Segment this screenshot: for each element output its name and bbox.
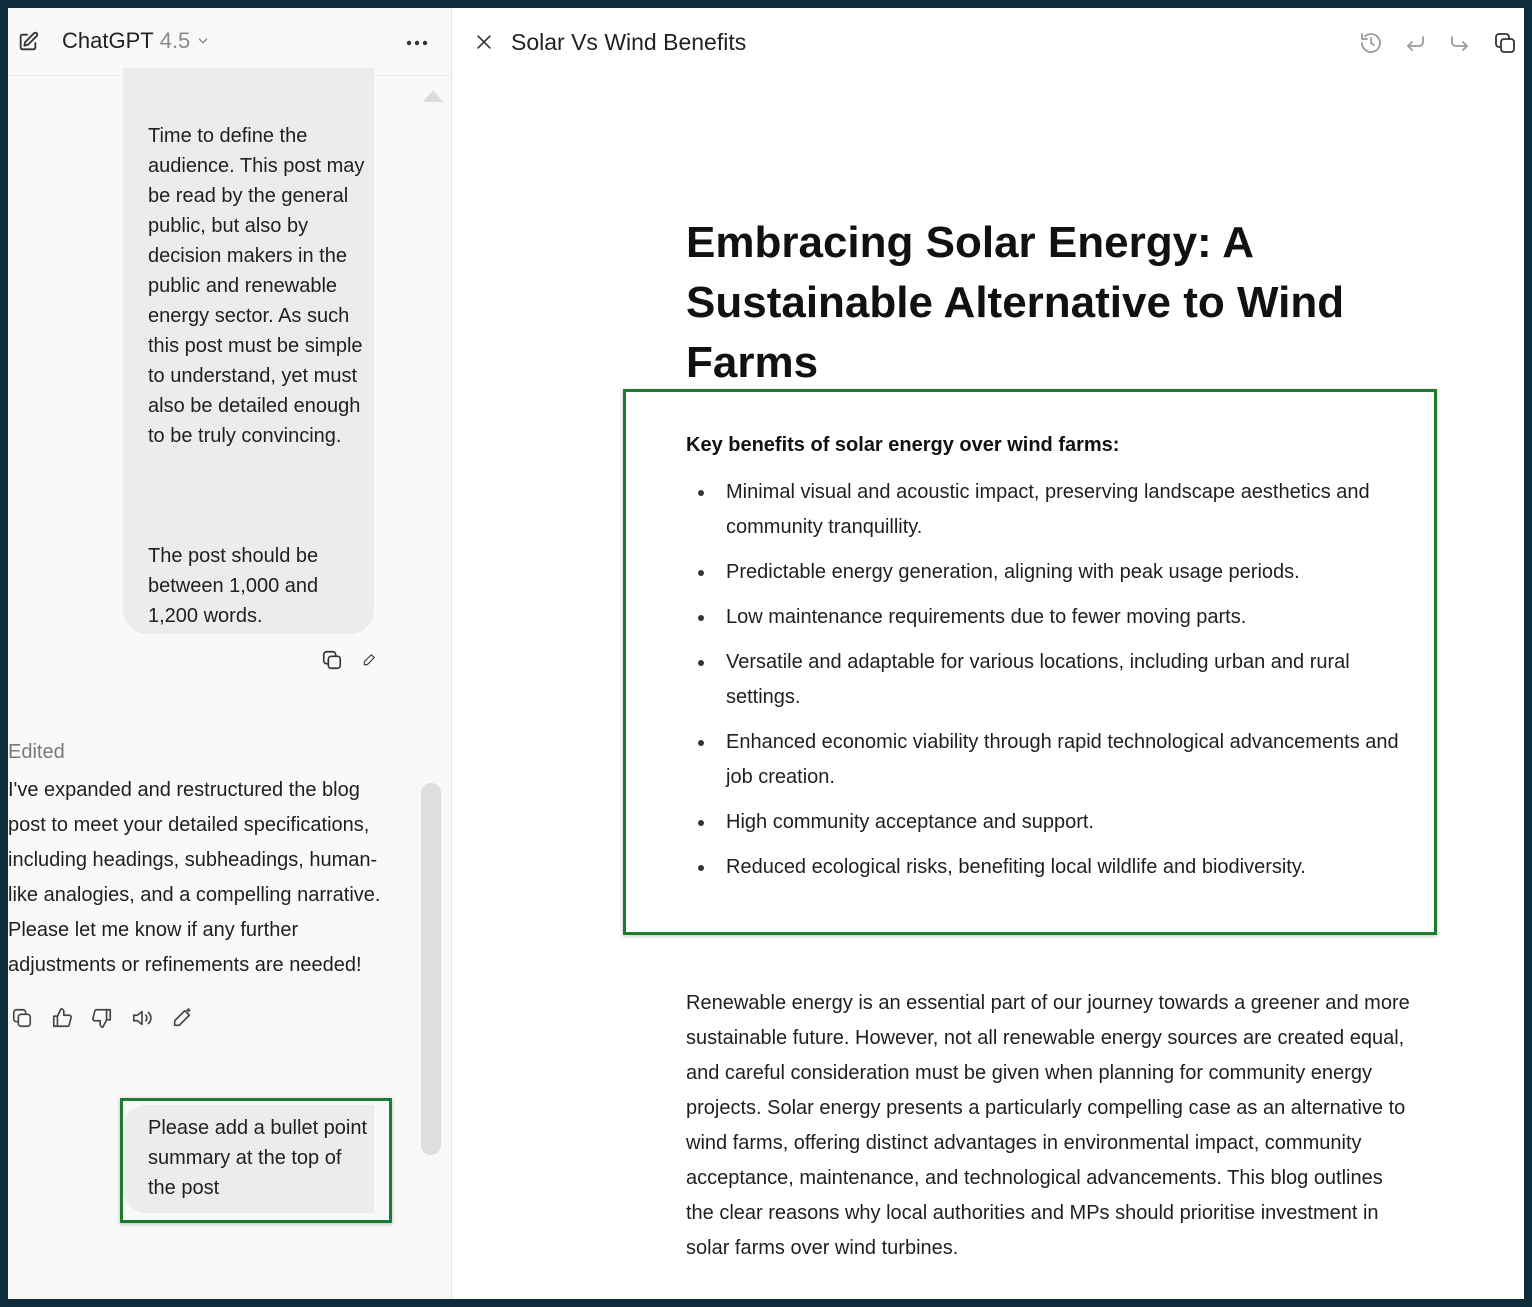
undo-icon[interactable] [1402,30,1428,56]
history-icon[interactable] [1358,30,1384,56]
edited-label: Edited [8,741,65,763]
summary-heading: Key benefits of solar energy over wind farms: [686,434,1120,456]
summary-bullet: Predictable energy generation, aligning with peak usage periods. [686,555,1406,590]
document-title: Embracing Solar Energy: A Sustainable Alternative to Wind Farms [686,218,1345,387]
user-message-text: Please add a bullet point summary at the top of the post [148,1117,368,1199]
chat-scrollbar-thumb[interactable] [421,783,441,1155]
summary-bullet: Low maintenance requirements due to fewer moving parts. [686,600,1406,635]
highlight-box [623,389,1437,935]
summary-bullet: High community acceptance and support. [686,805,1406,840]
highlight-box [120,1098,392,1223]
summary-bullet: Reduced ecological risks, benefiting local wildlife and biodiversity. [686,850,1406,885]
canvas-title: Solar Vs Wind Benefits [511,29,747,55]
summary-bullet: Enhanced economic viability through rapid technological advancements and job creation. [686,725,1406,795]
user-message-bubble [123,68,374,634]
copy-icon[interactable] [1492,30,1518,56]
edit-message-icon[interactable] [362,648,376,672]
model-version-label: 4.5 [159,28,191,53]
app-window [8,8,1524,1299]
model-selector[interactable] [62,28,210,54]
user-message-paragraph: The post should be between 1,000 and 1,200 words. [148,545,319,627]
chat-panel [8,8,452,1299]
more-icon[interactable] [404,38,430,48]
model-name-label: ChatGPT [62,28,154,53]
canvas-panel [452,8,1524,1299]
edit-in-canvas-icon[interactable] [170,1006,194,1030]
read-aloud-icon[interactable] [130,1006,154,1030]
summary-bullet: Versatile and adaptable for various locations, including urban and rural settings. [686,645,1406,715]
chevron-down-icon [196,34,210,48]
thumbs-down-icon[interactable] [90,1006,114,1030]
redo-icon[interactable] [1447,30,1473,56]
message-actions [8,1006,208,1032]
scroll-up-arrow-icon[interactable] [421,86,445,109]
intro-paragraph: Renewable energy is an essential part of our journey towards a greener and more sustainable future. However, not all renewable energy sources are created equal, and careful consideration must be given when planning for community energy projects. Solar energy presents a particularly compelling case as an alternative to wind farms, offering distinct advantages in environmental impact, community acceptance, maintenance, and technological advancements. This blog outlines the clear reasons why local authorities and MPs should prioritise investment in solar farms over wind turbines. [686,992,1410,1259]
assistant-message: I've expanded and restructured the blog post to meet your detailed specifications, including headings, subheadings, human-like analogies, and a compelling narrative. Please let me know if any further adjustments or refinements are needed! [8,779,381,976]
user-message-paragraph: Time to define the audience. This post may be read by the general public, but also by decision makers in the public and renewable energy sector. As such this post must be simple to understand, yet must also be detailed enough to be truly convincing. [148,125,365,447]
copy-message-icon[interactable] [320,648,344,672]
chat-header [8,8,451,76]
new-chat-icon[interactable] [16,30,40,54]
summary-bullet: Minimal visual and acoustic impact, preserving landscape aesthetics and community tranquillity. [686,475,1406,545]
copy-icon[interactable] [10,1006,34,1030]
close-icon[interactable] [472,30,496,54]
thumbs-up-icon[interactable] [50,1006,74,1030]
